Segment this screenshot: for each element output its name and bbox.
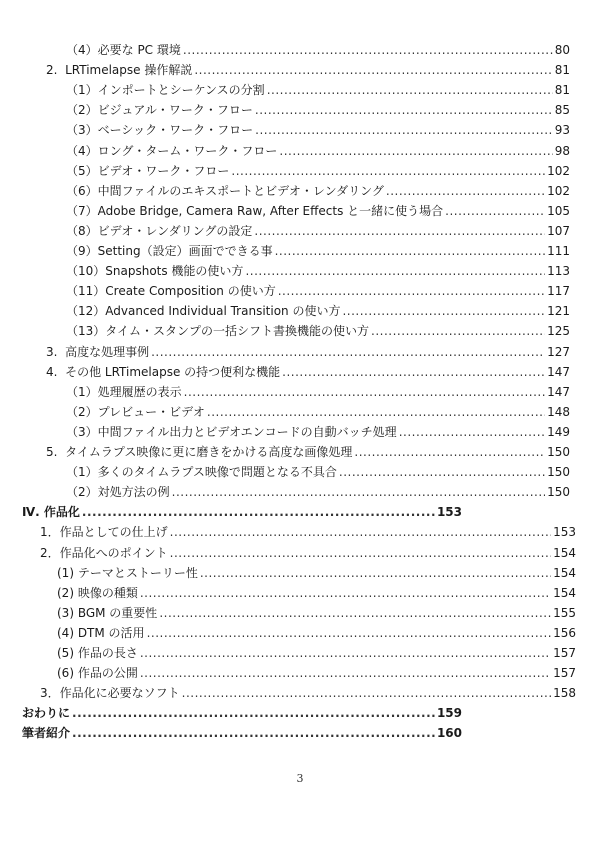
toc-entry-page: 156 xyxy=(553,625,576,640)
toc-entry-page: 125 xyxy=(547,324,570,339)
toc-leader-dots xyxy=(170,545,551,561)
toc-entry xyxy=(66,400,570,420)
toc-entry-page: 154 xyxy=(553,585,576,600)
toc-entry-page: 153 xyxy=(553,525,576,540)
toc-entry-page: 147 xyxy=(547,384,570,399)
toc-leader-dots xyxy=(254,223,545,239)
toc-leader-dots xyxy=(275,243,545,259)
toc-entry-title: Ⅳ. 作品化 xyxy=(22,505,80,520)
toc-entry-page: 159 xyxy=(436,706,462,721)
toc-entry xyxy=(66,420,570,440)
toc-entry-title: （6）中間ファイルのエキスポートとビデオ・レンダリング xyxy=(66,183,384,198)
toc-entry-title: 4. その他 LRTimelapse の持つ便利な機能 xyxy=(46,364,281,379)
toc-leader-dots xyxy=(183,42,553,58)
toc-entry-page: 117 xyxy=(547,284,570,299)
toc-leader-dots xyxy=(279,143,552,159)
toc-entry-page: 157 xyxy=(553,646,576,660)
toc-entry-title: 3. 高度な処理事例 xyxy=(46,344,150,359)
toc-entry-page: 157 xyxy=(553,666,576,681)
toc-leader-dots xyxy=(172,484,545,500)
toc-entry xyxy=(46,440,570,460)
toc-entry-title: （5）ビデオ・ワーク・フロー xyxy=(66,163,230,178)
toc-leader-dots xyxy=(245,263,545,279)
toc-entry xyxy=(46,360,570,380)
toc-entry xyxy=(66,139,570,159)
toc-entry xyxy=(46,58,570,78)
toc-entry xyxy=(66,179,570,199)
toc-entry-title: (1) テーマとストーリー性 xyxy=(57,565,198,580)
toc-entry-page: 154 xyxy=(553,565,576,580)
toc-leader-dots xyxy=(182,685,551,701)
toc-entry-title: 5. タイムラプス映像に更に磨きをかける高度な画像処理 xyxy=(46,445,353,459)
toc-entry-page: 154 xyxy=(553,545,576,560)
toc-entry-page: 102 xyxy=(547,163,570,178)
toc-entry-title: （10）Snapshots 機能の使い方 xyxy=(66,264,244,279)
toc-entry-title: （1）インポートとシーケンスの分割 xyxy=(66,83,265,98)
toc-entry-title: （8）ビデオ・レンダリングの設定 xyxy=(66,223,253,238)
toc-entry xyxy=(66,219,570,239)
toc-entry xyxy=(22,701,462,721)
toc-leader-dots xyxy=(354,444,545,460)
toc-leader-dots xyxy=(151,344,545,360)
toc-entry-page: 150 xyxy=(547,465,570,480)
toc-entry xyxy=(57,621,576,641)
toc-entry-title: （2）対処方法の例 xyxy=(66,485,170,500)
toc-entry-page: 80 xyxy=(554,43,570,57)
toc-leader-dots xyxy=(278,283,545,299)
toc-leader-dots xyxy=(267,82,553,98)
toc-entry-title: (6) 作品の公開 xyxy=(57,666,138,681)
toc-entry-page: 121 xyxy=(547,304,570,319)
toc-entry-title: （3）中間ファイル出力とビデオエンコードの自動バッチ処理 xyxy=(66,424,397,439)
toc-entry-page: 113 xyxy=(547,264,570,279)
toc-entry xyxy=(40,681,576,701)
toc-entry xyxy=(66,279,570,299)
toc-leader-dots xyxy=(282,364,545,380)
toc-entry-title: （1）処理履歴の表示 xyxy=(66,384,182,399)
toc-entry xyxy=(66,159,570,179)
toc-leader-dots xyxy=(339,464,545,480)
toc-entry-page: 111 xyxy=(547,244,570,258)
toc-entry-title: （7）Adobe Bridge, Camera Raw, After Effects と一緒に使う場合 xyxy=(66,203,444,218)
toc-entry-title: おわりに xyxy=(22,706,71,721)
toc-entry-title: （2）ビジュアル・ワーク・フロー xyxy=(66,103,253,118)
toc-entry-page: 81 xyxy=(554,83,570,98)
toc-leader-dots xyxy=(200,565,551,581)
toc-leader-dots xyxy=(72,725,435,741)
toc-leader-dots xyxy=(140,585,551,601)
toc-entry-page: 150 xyxy=(547,445,570,459)
toc-entry-page: 150 xyxy=(547,485,570,500)
toc-entry xyxy=(66,480,570,500)
toc-leader-dots xyxy=(255,102,553,118)
toc-entry-page: 147 xyxy=(547,364,570,379)
toc-entry xyxy=(66,38,570,58)
toc-entry xyxy=(66,239,570,259)
toc-entry-page: 98 xyxy=(554,143,570,158)
toc-entry-title: (4) DTM の活用 xyxy=(57,625,145,640)
toc-leader-dots xyxy=(342,303,545,319)
toc-entry-title: （2）プレビュー・ビデオ xyxy=(66,404,205,419)
toc-entry xyxy=(46,340,570,360)
toc-entry-title: 2．作品化へのポイント xyxy=(40,545,168,560)
toc-entry-page: 158 xyxy=(553,686,576,701)
toc-entry-page: 149 xyxy=(547,424,570,439)
toc-entry-title: （12）Advanced Individual Transition の使い方 xyxy=(66,304,341,319)
toc-entry xyxy=(66,118,570,138)
toc-entry-title: （1）多くのタイムラプス映像で問題となる不具合 xyxy=(66,465,337,480)
toc-entry-title: (2) 映像の種類 xyxy=(57,585,138,600)
toc-entry xyxy=(66,98,570,118)
toc-leader-dots xyxy=(399,424,545,440)
toc-leader-dots xyxy=(386,183,545,199)
toc-entry-page: 105 xyxy=(547,203,570,218)
toc-entry xyxy=(66,380,570,400)
toc-entry xyxy=(40,541,576,561)
toc-leader-dots xyxy=(140,665,551,681)
toc-entry-page: 127 xyxy=(547,344,570,359)
toc-leader-dots xyxy=(184,384,545,400)
page-number: 3 xyxy=(296,772,304,785)
toc-entry xyxy=(66,199,570,219)
toc-leader-dots xyxy=(159,605,551,621)
toc-leader-dots xyxy=(207,404,545,420)
toc-leader-dots xyxy=(194,62,552,78)
toc-leader-dots xyxy=(255,122,553,138)
toc-entry-title: 1．作品としての仕上げ xyxy=(40,525,168,540)
toc-entry xyxy=(57,641,576,661)
toc-entry xyxy=(22,721,462,741)
toc-entry-title: （3）ベーシック・ワーク・フロー xyxy=(66,123,254,138)
toc-entry-title: (3) BGM の重要性 xyxy=(57,605,158,620)
toc-entry xyxy=(57,661,576,681)
toc-entry-title: （11）Create Composition の使い方 xyxy=(66,284,276,299)
toc-entry-title: (5) 作品の長さ xyxy=(57,646,138,660)
toc-entry-page: 107 xyxy=(547,223,570,238)
toc-leader-dots xyxy=(82,504,435,520)
toc-entry xyxy=(57,581,576,601)
toc-leader-dots xyxy=(72,705,435,721)
toc-entry-title: 筆者紹介 xyxy=(22,726,71,741)
toc-entry-title: （9）Setting（設定）画面でできる事 xyxy=(66,244,273,258)
toc-leader-dots xyxy=(170,524,551,540)
toc-entry-page: 81 xyxy=(554,63,570,78)
toc-entry-page: 155 xyxy=(553,605,576,620)
toc-entry-page: 93 xyxy=(554,123,570,138)
toc-entry xyxy=(22,500,462,520)
toc-entry-page: 85 xyxy=(554,103,570,118)
toc-entry xyxy=(66,259,570,279)
toc-entry xyxy=(57,601,576,621)
toc-entry xyxy=(40,520,576,540)
toc-entry-page: 160 xyxy=(436,726,462,741)
toc-leader-dots xyxy=(140,645,551,661)
toc-entry-title: （13）タイム・スタンプの一括シフト書換機能の使い方 xyxy=(66,324,370,339)
toc-entry-page: 153 xyxy=(436,505,462,520)
toc-entry-title: 3．作品化に必要なソフト xyxy=(40,686,180,701)
toc-leader-dots xyxy=(371,323,545,339)
toc-leader-dots xyxy=(147,625,552,641)
toc-leader-dots xyxy=(445,203,545,219)
toc-entry xyxy=(66,319,570,339)
toc-entry-page: 102 xyxy=(547,183,570,198)
toc-entry-page: 148 xyxy=(547,404,570,419)
toc-entry-title: （4）ロング・ターム・ワーク・フロー xyxy=(66,143,278,158)
toc-entry-title: 2. LRTimelapse 操作解説 xyxy=(46,63,193,78)
toc-entry xyxy=(66,460,570,480)
toc-entry xyxy=(66,299,570,319)
toc-entry xyxy=(57,561,576,581)
toc-leader-dots xyxy=(231,163,545,179)
toc-entry-title: （4）必要な PC 環境 xyxy=(66,43,181,57)
toc-entry xyxy=(66,78,570,98)
